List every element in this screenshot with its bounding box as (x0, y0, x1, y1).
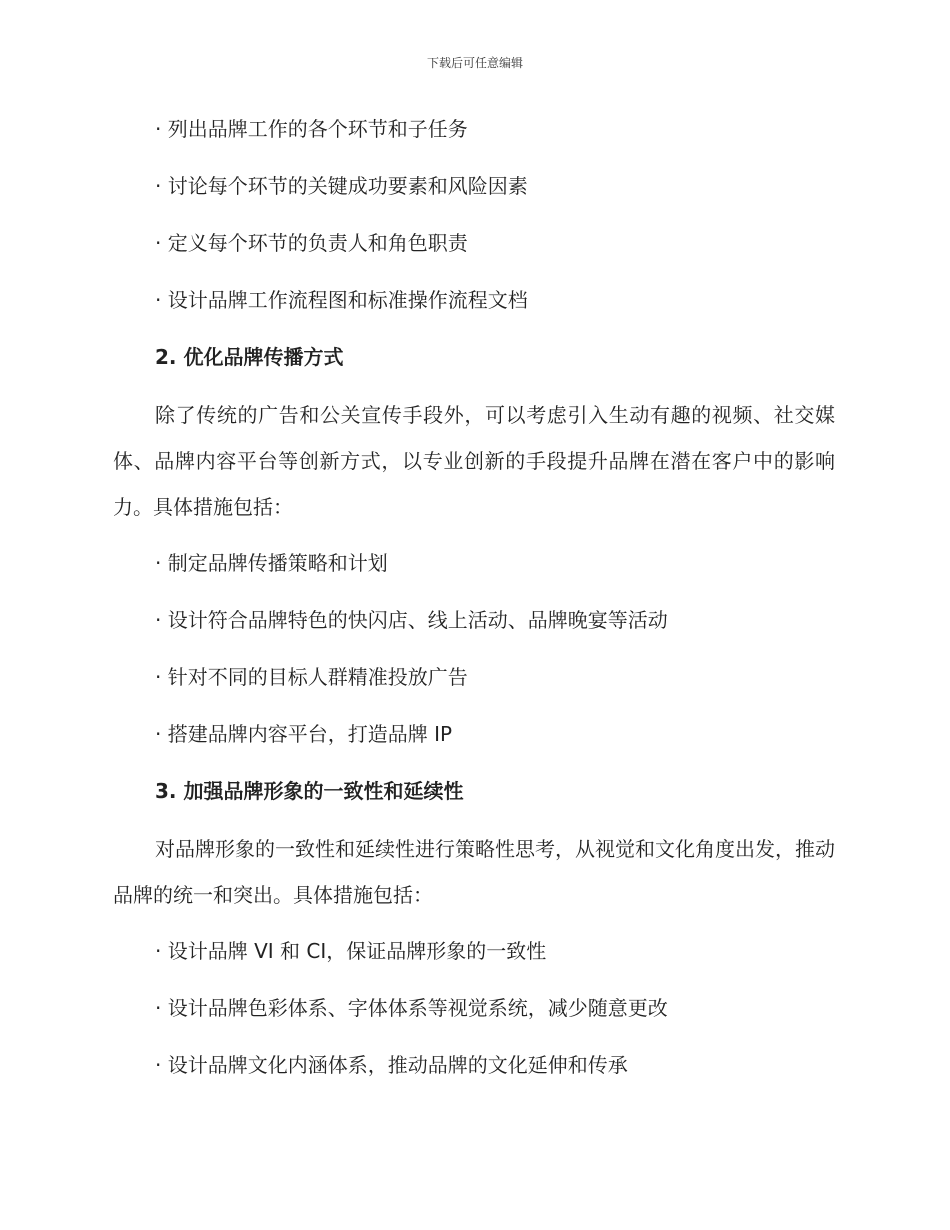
page-header: 下载后可任意编辑 (426, 56, 523, 70)
document-body (113, 107, 835, 1100)
list-item: · 针对不同的目标人群精准投放广告 (155, 665, 468, 689)
list-item: · 列出品牌工作的各个环节和子任务 (155, 117, 468, 141)
section-heading-3: 3. 加强品牌形象的一致性和延续性 (155, 779, 464, 803)
list-item: · 制定品牌传播策略和计划 (155, 551, 388, 575)
section-paragraph-2: 除了传统的广告和公关宣传手段外，可以考虑引入生动有趣的视频、社交媒体、品牌内容平台等创新方式，以专业创新的手段提升品牌在潜在客户中的影响力。具体措施包括： (113, 403, 835, 519)
list-item: · 设计品牌工作流程图和标准操作流程文档 (155, 288, 528, 312)
list-item: · 设计符合品牌特色的快闪店、线上活动、品牌晚宴等活动 (155, 608, 668, 632)
list-item: · 搭建品牌内容平台，打造品牌 IP (155, 722, 453, 746)
section-heading-2: 2. 优化品牌传播方式 (155, 345, 344, 369)
list-item: · 设计品牌色彩体系、字体体系等视觉系统，减少随意更改 (155, 996, 668, 1020)
list-item: · 设计品牌文化内涵体系，推动品牌的文化延伸和传承 (155, 1053, 628, 1077)
list-item: · 定义每个环节的负责人和角色职责 (155, 231, 468, 255)
section-paragraph-3: 对品牌形象的一致性和延续性进行策略性思考，从视觉和文化角度出发，推动品牌的统一和突出。具体措施包括： (113, 837, 835, 907)
list-item: · 讨论每个环节的关键成功要素和风险因素 (155, 174, 528, 198)
list-item: · 设计品牌 VI 和 CI，保证品牌形象的一致性 (155, 939, 547, 963)
